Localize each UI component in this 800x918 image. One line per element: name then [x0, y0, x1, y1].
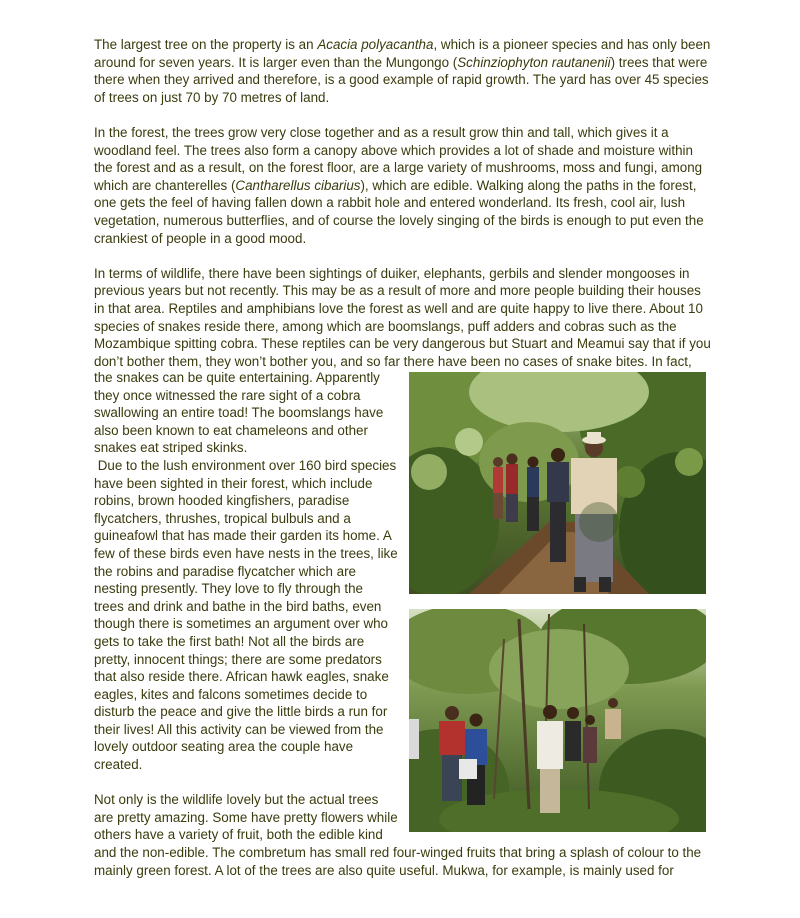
text-line: disturb the peace and give the little birds a run for: [94, 704, 388, 720]
text-line: vegetation, numerous butterflies, and of course the lovely singing of the birds is enough to put even the: [94, 212, 704, 228]
text-line: are pretty amazing. Some have pretty flowers while: [94, 809, 398, 825]
text-line: which are chanterelles (Cantharellus cibarius), which are edible. Walking along the paths in the forest,: [94, 177, 697, 193]
text-line: the forest and as a result, on the forest floor, are a large variety of mushrooms, moss and fungi, among: [94, 160, 703, 176]
text-line: around for seven years. It is larger even than the Mungongo (Schinziophyton rautanenii) trees that were: [94, 54, 708, 70]
text-line: snakes eat striped skinks.: [94, 440, 248, 456]
text-line: robins, brown hooded kingfishers, paradise: [94, 493, 350, 509]
text-line: have been sighted in their forest, which include: [94, 475, 373, 491]
text-line: few of these birds even have nests in the trees, like: [94, 545, 398, 561]
text-line: and the non-edible. The combretum has small red four-winged fruits that bring a splash of colour to the: [94, 845, 702, 860]
text-line: woodland feel. The trees also form a canopy above which provides a lot of shade and moisture within: [94, 142, 693, 158]
text-line: eagles, kites and falcons sometimes decide to: [94, 686, 368, 702]
text-line: they once witnessed the rare sight of a cobra: [94, 387, 361, 403]
text-line: also been known to eat chameleons and other: [94, 422, 368, 438]
text-line: species of snakes reside there, among which are boomslangs, puff adders and cobras such as the: [94, 318, 677, 334]
text-line: of trees on just 70 by 70 metres of land.: [94, 89, 330, 105]
text-line: though there is sometimes an argument over who: [94, 616, 389, 632]
text-line: In the forest, the trees grow very close together and as a result grow thin and tall, which gives it a: [94, 124, 669, 140]
text-line: trees and drink and bathe in the bird baths, even: [94, 598, 382, 614]
text-line: the robins and paradise flycatcher which are: [94, 563, 357, 579]
text-line: their lives! All this activity can be viewed from the: [94, 721, 384, 737]
text-line: nesting presently. They love to fly through the: [94, 581, 363, 597]
text-line: gets to take the first bath! Not all the birds are: [94, 633, 365, 649]
text-line: there when they arrived and therefore, is a good example of rapid growth. The yard has over 45 species: [94, 72, 709, 88]
text-line: lovely outdoor seating area the couple have: [94, 739, 354, 755]
forest-photo-group: [409, 609, 706, 832]
text-line: flycatchers, thrushes, tropical bulbuls and a: [94, 510, 351, 526]
text-line: one gets the feel of having fallen down a rabbit hole and entered wonderland. Its fresh, cool air, lush: [94, 195, 686, 211]
forest-photo-walkers: [409, 372, 706, 594]
narrow-text-column: [94, 369, 400, 844]
text-line: don’t bother them, they won’t bother you, and so far there have been no cases of snake bites. In fact,: [94, 353, 692, 369]
text-line: in that area. Reptiles and amphibians love the forest as well and are quite happy to live there. About 10: [94, 300, 703, 316]
text-line: Mozambique spitting cobra. These reptiles can be very dangerous but Stuart and Meamui say that if you: [94, 336, 711, 352]
text-line: pretty, innocent things; there are some predators: [94, 651, 382, 667]
text-line: guineafowl that has made their garden its home. A: [94, 528, 392, 544]
text-line: previous years but not recently. This may be as a result of more and more people building their houses: [94, 283, 701, 299]
text-line: swallowing an entire toad! The boomslangs have: [94, 405, 384, 421]
full-width-text-block: [94, 36, 711, 370]
text-line: created.: [94, 757, 143, 773]
text-line: that also reside there. African hawk eagles, snake: [94, 669, 389, 685]
text-line: the snakes can be quite entertaining. Apparently: [94, 370, 380, 385]
text-line: Due to the lush environment over 160 bird species: [94, 457, 397, 473]
text-line: In terms of wildlife, there have been sightings of duiker, elephants, gerbils and slender mongooses in: [94, 265, 690, 281]
text-line: others have a variety of fruit, both the edible kind: [94, 827, 383, 843]
text-line: crankiest of people in a good mood.: [94, 230, 307, 246]
full-width-text-block-bottom: [94, 844, 708, 879]
text-line: The largest tree on the property is an Acacia polyacantha, which is a pioneer species and has only been: [94, 37, 711, 52]
text-line: mainly green forest. A lot of the trees are also quite useful. Mukwa, for example, is mainly used for: [94, 862, 674, 878]
text-line: Not only is the wildlife lovely but the actual trees: [94, 792, 379, 808]
